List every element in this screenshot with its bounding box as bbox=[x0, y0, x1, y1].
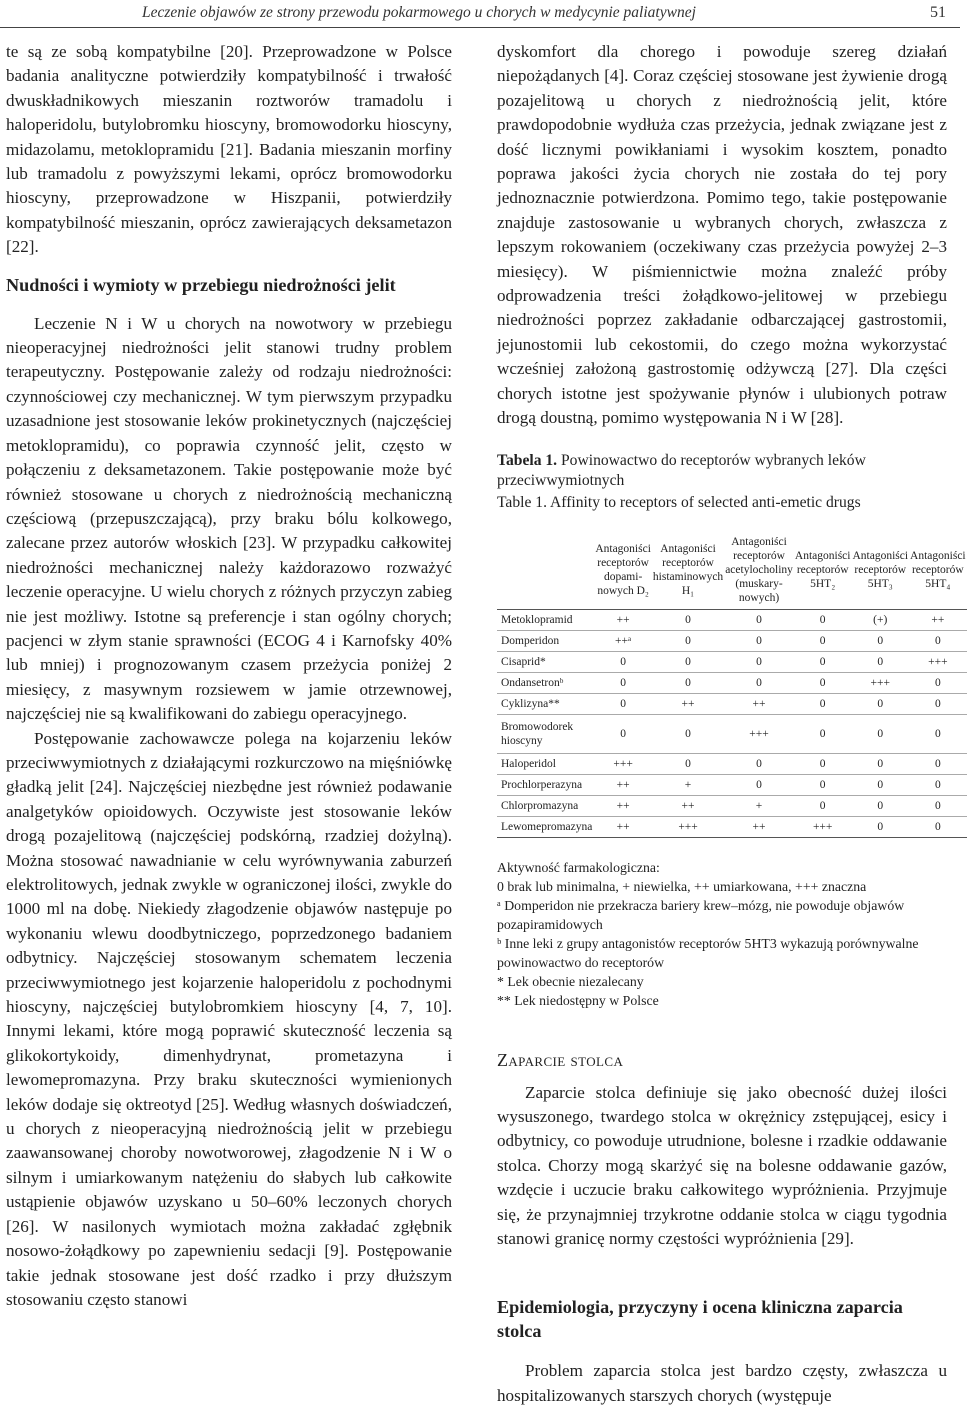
table-note: * Lek obecnie niezalecany bbox=[497, 973, 644, 989]
table-cell: ++ᵃ bbox=[594, 630, 652, 651]
drug-name-cell: Cisaprid* bbox=[497, 651, 594, 672]
table-cell: 0 bbox=[594, 714, 652, 753]
drug-name-cell: Lewomepromazyna bbox=[497, 816, 594, 837]
table-note: ᵃ Domperidon nie przekracza bariery krew–mózg, nie powoduje objawów pozapiramidowych bbox=[497, 897, 905, 932]
table-notes bbox=[497, 858, 947, 1010]
table-cell: ++ bbox=[724, 816, 794, 837]
table-cell: 0 bbox=[909, 816, 967, 837]
table-row bbox=[497, 693, 967, 714]
table-cell: (+) bbox=[851, 609, 909, 630]
section-heading-nausea-obstruction: Nudności i wymioty w przebiegu niedrożności jelit bbox=[6, 274, 396, 295]
table-cell: 0 bbox=[594, 672, 652, 693]
paragraph-obstruction-treatment: Leczenie N i W u chorych na nowotwory w przebiegu nieoperacyjnej niedrożności jelit stanowi trudny problem terapeutyczny. Postępowanie zależy od rodzaju niedrożności: czynnościowej czy mechanicznej. W tym pierwszym przypadku uzasadnione jest stosowanie leków prokinetycznych (najczęściej metoklopramidu), co poprawia czynność jelit, często w połączeniu z deksametazonem. Takie postępowanie może być również stosowane u chorych z niedrożnością mechaniczną częściową (przepuszczającą), przy braku bólu kolkowego, zalecane przez autorów włoskich [23]. W przypadku całkowitej niedrożności mechanicznej należy każdorazowo rozważyć leczenie operacyjne. U wielu chorych z różnych przyczyn zabieg nie jest możliwy. Istotne są preferencje i stan ogólny chorych; pacjenci w złym stanie sprawności (ECOG 4 i Karnofsky 40% lub mniej) i prognozowanym czasem przeżycia poniżej 2 miesięcy, z masywnym rozsiewem w jamie otrzewnowej, najczęściej nie są kwalifikowani do zabiegu operacyjnego. bbox=[6, 313, 452, 724]
table-note: ᵇ Inne leki z grupy antagonistów receptorów 5HT3 wykazują porównywalne powinowactwo do receptorów bbox=[497, 935, 919, 970]
table-cell: 0 bbox=[909, 774, 967, 795]
table-cell: ++ bbox=[909, 609, 967, 630]
right-column bbox=[497, 40, 966, 1408]
table-cell: 0 bbox=[909, 714, 967, 753]
table-cell: +++ bbox=[909, 651, 967, 672]
table-cell: 0 bbox=[724, 609, 794, 630]
paragraph-constipation-definition: Zaparcie stolca definiuje się jako obecność dużej ilości wysuszonego, twardego stolca w okrężnicy zstępującej, esicy i odbytnicy, co powoduje utrudnione, bolesne i rzadkie oddawanie stolca. Chorzy mogą skarżyć się na bolesne oddawanie gazów, wzdęcie i uczucie braku całkowitego wypróżnienia. Przyjmuje się, że przynajmniej trzykrotne oddanie stolca w ciągu tygodnia stanowi granicę normy częstości wypróżnienia [29]. bbox=[497, 1082, 947, 1248]
table-cell: +++ bbox=[652, 816, 724, 837]
table-cell: 0 bbox=[909, 672, 967, 693]
table-cell: 0 bbox=[794, 651, 852, 672]
section-heading-constipation: Zaparcie stolca bbox=[497, 1049, 624, 1070]
table-cell: 0 bbox=[724, 630, 794, 651]
table-row bbox=[497, 714, 967, 753]
table-note: 0 brak lub minimalna, + niewielka, ++ umiarkowana, +++ znaczna bbox=[497, 878, 867, 894]
table-cell: 0 bbox=[851, 774, 909, 795]
drug-name-cell: Domperidon bbox=[497, 630, 594, 651]
table-cell: 0 bbox=[794, 630, 852, 651]
table-row bbox=[497, 630, 967, 651]
table-row bbox=[497, 774, 967, 795]
table-cell: 0 bbox=[724, 651, 794, 672]
paragraph-conservative-treatment: Postępowanie zachowawcze polega na kojarzeniu leków przeciwwymiotnych z działającymi rozkurczowo na mięśniówkę gładką jelit [24]. Najczęściej niezbędne jest również podawanie analgetyków opioidowych. Oczywiste jest stosowanie leków drogą pozajelitową (najczęściej podskórną, rzadziej dożylną). Można stosować nawadnianie w celu wyrównywania zaburzeń elektrolitowych, jednak zwykle w ograniczonej ilości, zwykle do 1000 ml na dobę. Niekiedy złagodzenie objawów następuje po wykonaniu wlewu doodbytniczego, poprzedzonego badaniem odbytnicy. Najczęściej stosowanym schematem leczenia przeciwwymiotnego jest kojarzenie haloperidolu z pochodnymi hioscyny, najczęściej butylobromkiem hioscyny [4, 7, 10]. Innymi lekami, które mogą poprawić skuteczność leczenia są glikokortykoidy, dimenhydrynat, prometazyna i lewomepromazyna. Przy braku skuteczności wymienionych leków dodaje się oktreotyd [25]. Według własnych doświadczeń, u chorych z nieoperacyjną niedrożnością jelit w przebiegu zaawansowanej choroby nowotworowej, złagodzenie N i W o silnym i umiarkowanym natężeniu do słabych lub całkowite ustąpienie objawów uzyskano u 50–60% leczonych chorych [26]. W nasilonych wymiotach można zakładać zgłębnik nosowo-żołądkowy po zapewnieniu sedacji [9]. Postępowanie takie jednak stosowane jest dość rzadko i przy dłuższym stosowaniu często stanowi bbox=[6, 728, 452, 1309]
table-cell: ++ bbox=[594, 795, 652, 816]
table-row bbox=[497, 609, 967, 630]
table-note: Aktywność farmakologiczna: bbox=[497, 859, 660, 875]
table-cell: 0 bbox=[724, 672, 794, 693]
table-row bbox=[497, 753, 967, 774]
table-header-cell: Antagoniści receptorów dopami-nowych D₂ bbox=[594, 533, 652, 610]
receptor-affinity-table bbox=[497, 533, 967, 838]
table-row bbox=[497, 672, 967, 693]
table-cell: ++ bbox=[594, 774, 652, 795]
section-heading-epidemiology: Epidemiologia, przyczyny i ocena kliniczna zaparcia stolca bbox=[497, 1297, 903, 1342]
table-cell: 0 bbox=[794, 693, 852, 714]
table-header-cell: Antagoniści receptorów histaminowych H₁ bbox=[652, 533, 724, 610]
drug-name-cell: Metoklopramid bbox=[497, 609, 594, 630]
table-header-cell: Antagoniści receptorów 5HT₃ bbox=[851, 533, 909, 610]
table-cell: 0 bbox=[794, 609, 852, 630]
table-cell: 0 bbox=[794, 774, 852, 795]
drug-name-cell: Bromowodorek hioscyny bbox=[497, 714, 594, 753]
table-cell: 0 bbox=[794, 753, 852, 774]
table-label: Tabela 1. bbox=[497, 451, 558, 469]
table-header-cell: Antagoniści receptorów acetylocholiny (muskary-nowych) bbox=[724, 533, 794, 610]
table-cell: 0 bbox=[909, 795, 967, 816]
table-cell: ++ bbox=[594, 816, 652, 837]
table-cell: 0 bbox=[851, 753, 909, 774]
running-header bbox=[0, 0, 960, 30]
table-cell: 0 bbox=[652, 630, 724, 651]
drug-name-cell: Chlorpromazyna bbox=[497, 795, 594, 816]
table-cell: ++ bbox=[724, 693, 794, 714]
table-cell: +++ bbox=[594, 753, 652, 774]
table-cell: 0 bbox=[724, 774, 794, 795]
paragraph-epidemiology: Problem zaparcia stolca jest bardzo częsty, zwłaszcza u hospitalizowanych starszych chorych (występuje bbox=[497, 1361, 947, 1405]
table-cell: 0 bbox=[724, 753, 794, 774]
table-cell: + bbox=[724, 795, 794, 816]
paragraph-compatibility: te są ze sobą kompatybilne [20]. Przeprowadzone w Polsce badania analityczne potwierdziły kompatybilność i trwałość dwuskładnikowych mieszanin roztworów tramadolu i haloperidolu, butylobromku hioscyny, bromowodorku hioscyny, midazolamu, metoklopramidu [21]. Badania mieszanin morfiny lub tramadolu z powyższymi lekami, oprócz bromowodorku hioscyny, przeprowadzone w Hiszpanii, potwierdziły kompatybilność mieszanin, oprócz zawierających deksametazon [22]. bbox=[6, 42, 452, 257]
table-cell: 0 bbox=[652, 651, 724, 672]
table-cell: 0 bbox=[909, 753, 967, 774]
table-cell: 0 bbox=[652, 753, 724, 774]
table-cell: 0 bbox=[794, 672, 852, 693]
running-header-title: Leczenie objawów ze strony przewodu pokarmowego u chorych w medycynie paliatywnej bbox=[142, 4, 696, 21]
page-number: 51 bbox=[930, 4, 946, 21]
table-header-cell: Antagoniści receptorów 5HT₂ bbox=[794, 533, 852, 610]
left-column bbox=[6, 40, 452, 1312]
table-cell: 0 bbox=[594, 651, 652, 672]
table-cell: 0 bbox=[851, 816, 909, 837]
table-cell: ++ bbox=[652, 693, 724, 714]
table-cell: 0 bbox=[909, 693, 967, 714]
table-cell: 0 bbox=[794, 714, 852, 753]
table-header-row bbox=[497, 533, 967, 610]
table-cell: 0 bbox=[909, 630, 967, 651]
table-row bbox=[497, 795, 967, 816]
table-cell: + bbox=[652, 774, 724, 795]
table-cell: 0 bbox=[851, 630, 909, 651]
table-row bbox=[497, 651, 967, 672]
table-cell: 0 bbox=[851, 795, 909, 816]
table-cell: 0 bbox=[794, 795, 852, 816]
paragraph-parenteral-nutrition: dyskomfort dla chorego i powoduje szereg działań niepożądanych [4]. Coraz częściej stosowane jest żywienie drogą pozajelitową u chorych z niedrożnością jelit, które prawdopodobnie wydłuża czas przeżycia, jednak związane jest z dość licznymi powikłaniami i wysokim kosztem, ponadto poprawa jakości życia chorych nie została do tej pory jednoznacznie potwierdzona. Pomimo tego, takie postępowanie znajduje zastosowanie u wybranych chorych, zwłaszcza z lepszym rokowaniem (oczekiwany czas przeżycia powyżej 2–3 miesięcy). W piśmiennictwie można znaleźć próby odprowadzenia treści żołądkowo-jelitowej w przebiegu niedrożności poprzez zakładanie odbarczającej gastrostomii, jejunostomii lub cekostomii, do czego można wykorzystać wcześniej założoną gastrostomię odżywczą [27]. Dla części chorych istotne jest spożywanie płynów i ulubionych potraw drogą doustną, pomimo występowania N i W [28]. bbox=[497, 42, 947, 428]
table-note: ** Lek niedostępny w Polsce bbox=[497, 992, 659, 1008]
table-cell: +++ bbox=[851, 672, 909, 693]
table-cell: 0 bbox=[851, 651, 909, 672]
table-cell: 0 bbox=[652, 672, 724, 693]
drug-name-cell: Cyklizyna** bbox=[497, 693, 594, 714]
table-cell: +++ bbox=[794, 816, 852, 837]
table-row bbox=[497, 816, 967, 837]
table-cell: 0 bbox=[851, 714, 909, 753]
table-cell: 0 bbox=[652, 609, 724, 630]
table-caption bbox=[497, 451, 947, 491]
drug-name-cell: Haloperidol bbox=[497, 753, 594, 774]
header-rule bbox=[0, 27, 960, 28]
table-header-cell: Antagoniści receptorów 5HT₄ bbox=[909, 533, 967, 610]
table-cell: 0 bbox=[652, 714, 724, 753]
table-caption-pl: Powinowactwo do receptorów wybranych leków przeciwwymiotnych bbox=[497, 451, 866, 489]
table-header-cell bbox=[497, 533, 594, 610]
table-caption-en: Table 1. Affinity to receptors of selected anti-emetic drugs bbox=[497, 493, 861, 511]
drug-name-cell: Ondansetronᵇ bbox=[497, 672, 594, 693]
table-cell: 0 bbox=[594, 693, 652, 714]
table-cell: +++ bbox=[724, 714, 794, 753]
table-cell: 0 bbox=[851, 693, 909, 714]
drug-name-cell: Prochlorperazyna bbox=[497, 774, 594, 795]
table-cell: ++ bbox=[652, 795, 724, 816]
table-cell: ++ bbox=[594, 609, 652, 630]
